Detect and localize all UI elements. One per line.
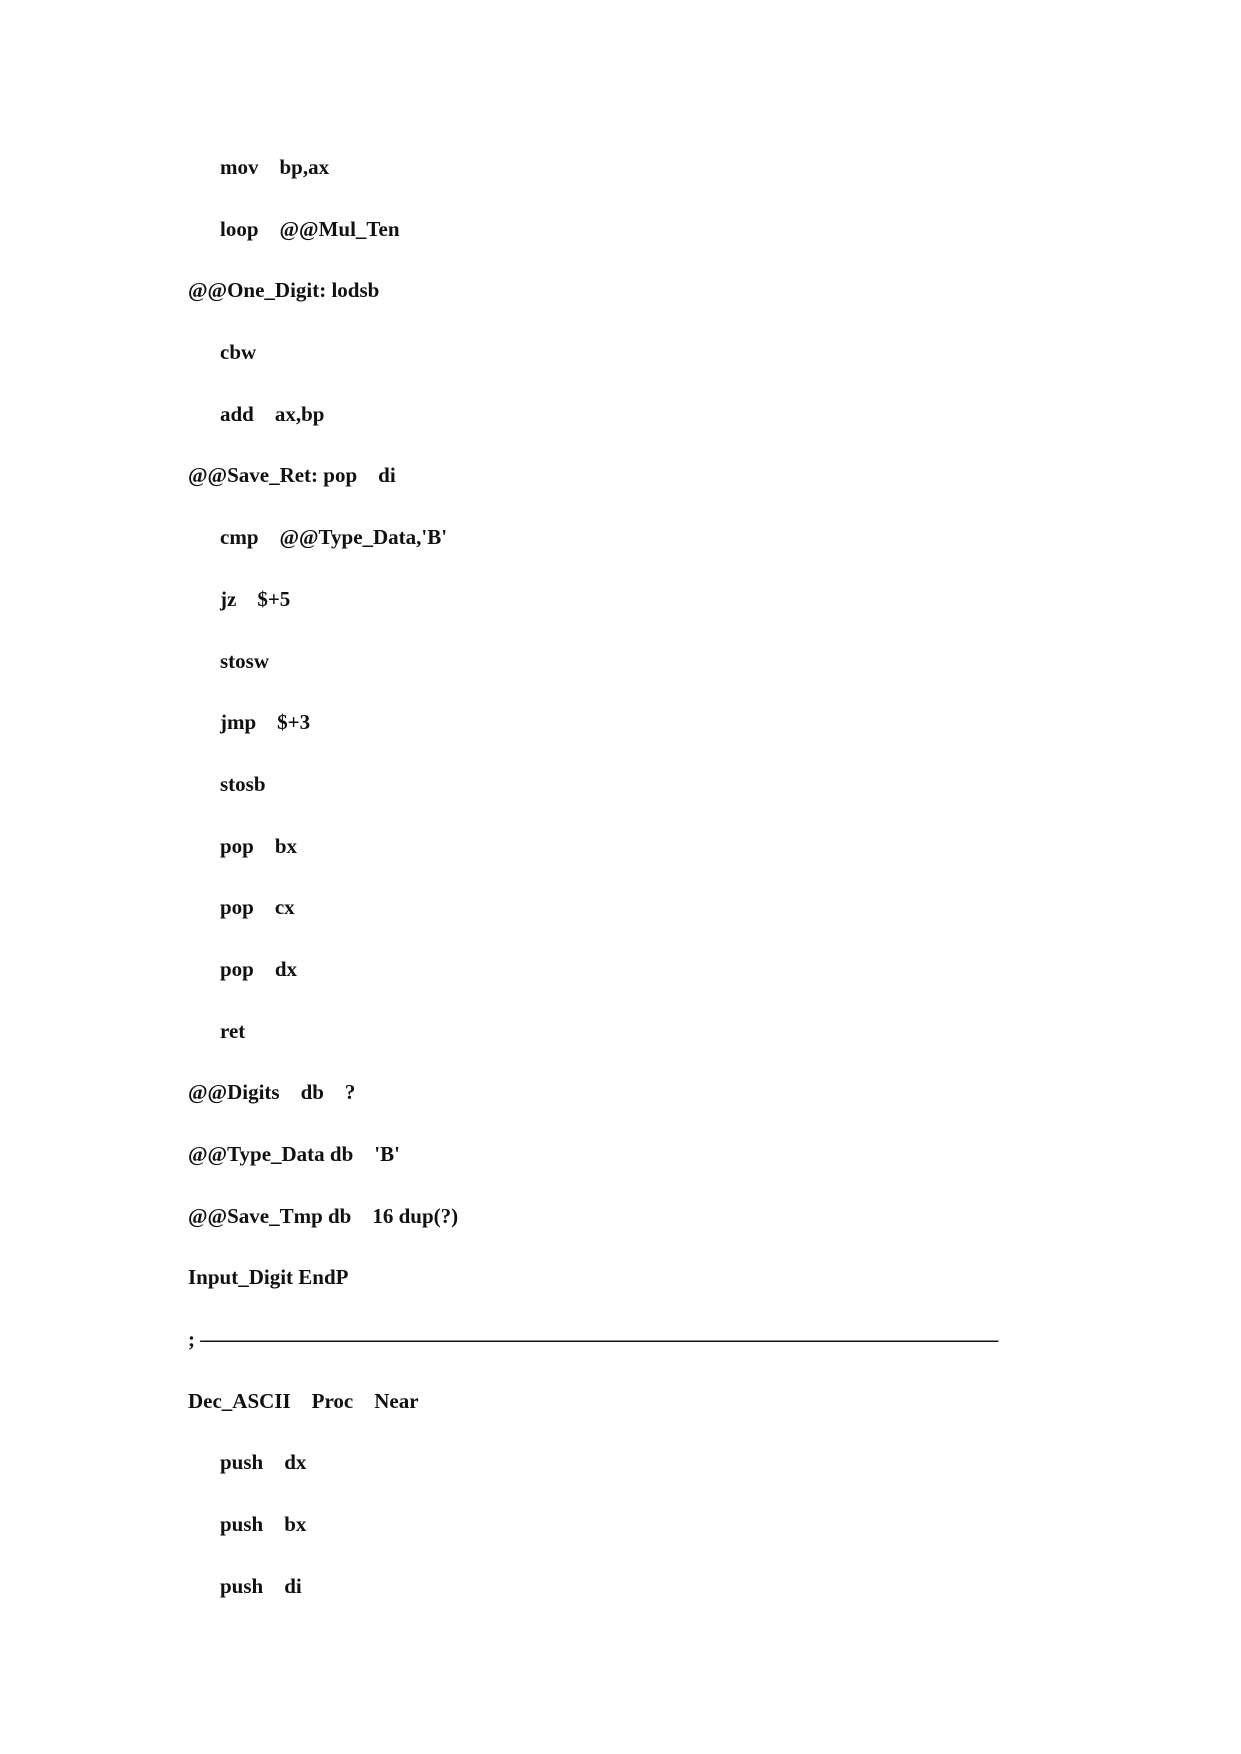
code-label-line: @@One_Digit: lodsb: [188, 278, 380, 303]
code-data-line: @@Save_Tmp db 16 dup(?): [188, 1203, 459, 1228]
code-data-line: @@Digits db ?: [188, 1080, 356, 1105]
code-label-line: @@Save_Ret: pop di: [188, 463, 396, 488]
code-line: jmp $+3: [220, 710, 311, 735]
code-line: jz $+5: [220, 586, 291, 611]
code-line: push bx: [220, 1512, 307, 1537]
code-line: loop @@Mul_Ten: [220, 216, 400, 241]
proc-start-line: Dec_ASCII Proc Near: [188, 1388, 419, 1413]
code-line: cbw: [220, 340, 257, 365]
code-line: push dx: [220, 1450, 307, 1475]
code-listing: [188, 148, 998, 1629]
code-line: cmp @@Type_Data,'B': [220, 525, 448, 550]
code-data-line: @@Type_Data db 'B': [188, 1142, 400, 1166]
code-line: pop cx: [220, 895, 295, 920]
code-line: stosb: [220, 771, 266, 796]
code-line: push di: [220, 1573, 302, 1598]
code-line: add ax,bp: [220, 401, 325, 426]
comment-separator-line: ; ——————————————————————————————————————: [188, 1327, 999, 1352]
code-line: pop dx: [220, 956, 298, 981]
code-line: stosw: [220, 648, 270, 673]
code-line: pop bx: [220, 833, 298, 858]
code-line: ret: [220, 1018, 246, 1043]
proc-end-line: Input_Digit EndP: [188, 1265, 349, 1290]
code-line: mov bp,ax: [220, 155, 330, 179]
